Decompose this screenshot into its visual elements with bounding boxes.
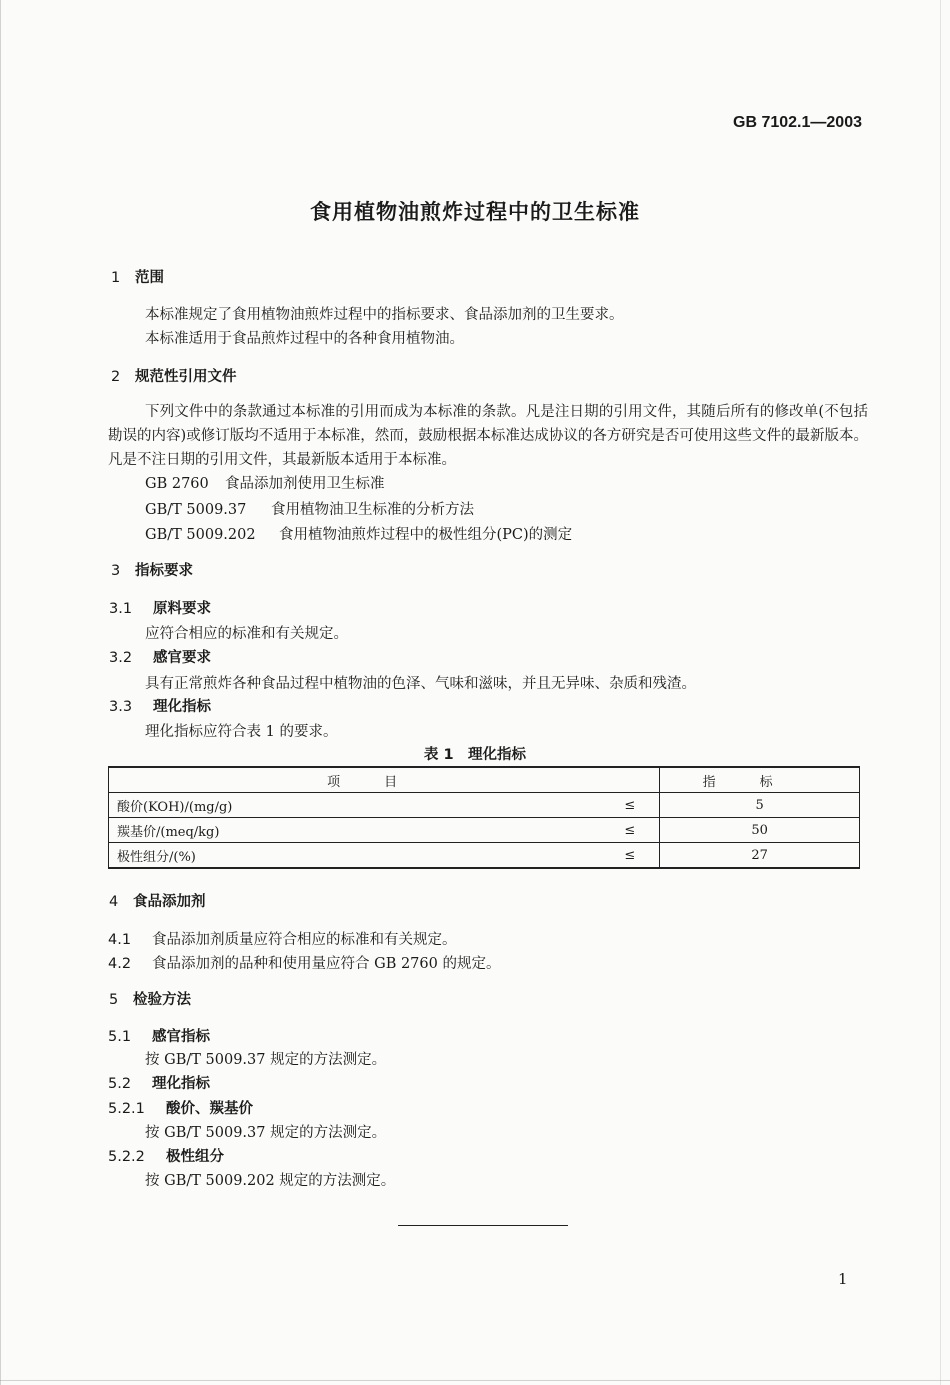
header-item: 项目: [109, 767, 660, 793]
standard-number: GB 7102.1—2003: [733, 114, 862, 131]
subsection-number: 5.1: [108, 1029, 132, 1045]
section-number: 1: [111, 270, 121, 286]
subsection-3-1-text: 应符合相应的标准和有关规定。: [145, 626, 348, 642]
section-1-heading: [111, 266, 164, 287]
scan-edge-left: [0, 0, 1, 1385]
reference-code: GB 2760: [145, 476, 209, 492]
subsection-5-2-2-heading: [108, 1145, 224, 1166]
table-row: [109, 818, 860, 843]
scope-line-1: 本标准规定了食用植物油煎炸过程中的指标要求、食品添加剂的卫生要求。: [145, 307, 624, 323]
spec-table: [108, 766, 860, 869]
reference-code: GB/T 5009.202: [145, 527, 256, 543]
subsection-title: 理化指标: [153, 699, 211, 715]
section-title: 检验方法: [133, 992, 191, 1008]
scan-edge-right: [940, 0, 941, 1385]
subsection-5-2-2-text: 按 GB/T 5009.202 规定的方法测定。: [145, 1173, 396, 1189]
scope-line-2: 本标准适用于食品煎炸过程中的各种食用植物油。: [145, 331, 464, 347]
subsection-number: 5.2: [108, 1076, 132, 1092]
table-caption: 表 1 理化指标: [423, 747, 527, 763]
table-header-row: [109, 767, 860, 793]
subsection-text: 食品添加剂质量应符合相应的标准和有关规定。: [152, 932, 457, 948]
subsection-number: 3.1: [109, 601, 133, 617]
table-row: [109, 843, 860, 869]
subsection-5-1-text: 按 GB/T 5009.37 规定的方法测定。: [145, 1052, 387, 1068]
section-title: 范围: [135, 270, 164, 286]
header-indicator: 指标: [660, 767, 860, 793]
subsection-number: 4.2: [108, 956, 132, 972]
table-row: [109, 793, 860, 818]
subsection-number: 3.2: [109, 650, 133, 666]
subsection-number: 5.2.1: [108, 1101, 145, 1117]
subsection-4-1: [108, 928, 457, 949]
section-number: 3: [111, 563, 121, 579]
document-title: 食用植物油煎炸过程中的卫生标准: [310, 200, 640, 224]
subsection-5-2-heading: [108, 1072, 210, 1093]
section-3-heading: [111, 559, 193, 580]
section-title: 食品添加剂: [133, 894, 206, 910]
references-paragraph: 下列文件中的条款通过本标准的引用而成为本标准的条款。凡是注日期的引用文件，其随后所有的修改单(不包括勘误的内容)或修订版均不适用于本标准，然而，鼓励根据本标准达成协议的各方研究是否可使用这些文件的最新版本。凡是不注日期的引用文件，其最新版本适用于本标准。: [108, 404, 868, 468]
subsection-title: 感官要求: [153, 650, 211, 666]
section-4-heading: [109, 890, 206, 911]
subsection-title: 极性组分: [166, 1149, 224, 1165]
row-value: 50: [660, 818, 860, 843]
section-title: 规范性引用文件: [135, 369, 237, 385]
subsection-title: 理化指标: [152, 1076, 210, 1092]
row-operator: ≤: [597, 818, 660, 843]
subsection-title: 原料要求: [153, 601, 211, 617]
subsection-3-3-text: 理化指标应符合表 1 的要求。: [145, 724, 338, 740]
section-5-heading: [109, 988, 191, 1009]
section-number: 5: [109, 992, 119, 1008]
subsection-5-2-1-heading: [108, 1097, 253, 1118]
row-value: 5: [660, 793, 860, 818]
row-item: 羰基价/(meq/kg): [109, 818, 598, 843]
subsection-3-2-heading: [109, 646, 211, 667]
row-value: 27: [660, 843, 860, 869]
subsection-number: 3.3: [109, 699, 133, 715]
subsection-title: 酸价、羰基价: [166, 1101, 253, 1117]
subsection-4-2: [108, 952, 500, 973]
reference-item: [145, 472, 385, 493]
row-item: 酸价(KOH)/(mg/g): [109, 793, 598, 818]
reference-name: 食用植物油卫生标准的分析方法: [271, 502, 474, 518]
page-number: 1: [838, 1270, 848, 1288]
row-operator: ≤: [597, 843, 660, 869]
section-2-heading: [111, 365, 237, 386]
reference-name: 食用植物油煎炸过程中的极性组分(PC)的测定: [279, 527, 573, 543]
section-number: 4: [109, 894, 119, 910]
section-title: 指标要求: [135, 563, 193, 579]
end-rule: [398, 1225, 568, 1226]
row-operator: ≤: [597, 793, 660, 818]
row-item: 极性组分/(%): [109, 843, 598, 869]
subsection-3-2-text: 具有正常煎炸各种食品过程中植物油的色泽、气味和滋味，并且无异味、杂质和残渣。: [145, 676, 696, 692]
scan-edge-bottom: [0, 1380, 950, 1381]
subsection-5-1-heading: [108, 1025, 210, 1046]
reference-code: GB/T 5009.37: [145, 502, 247, 518]
subsection-number: 4.1: [108, 932, 132, 948]
section-number: 2: [111, 369, 121, 385]
subsection-3-3-heading: [109, 695, 211, 716]
reference-item: [145, 498, 474, 519]
subsection-5-2-1-text: 按 GB/T 5009.37 规定的方法测定。: [145, 1125, 387, 1141]
subsection-title: 感官指标: [152, 1029, 210, 1045]
reference-name: 食品添加剂使用卫生标准: [225, 476, 385, 492]
reference-item: [145, 523, 572, 544]
subsection-3-1-heading: [109, 597, 211, 618]
subsection-text: 食品添加剂的品种和使用量应符合 GB 2760 的规定。: [152, 956, 501, 972]
subsection-number: 5.2.2: [108, 1149, 145, 1165]
